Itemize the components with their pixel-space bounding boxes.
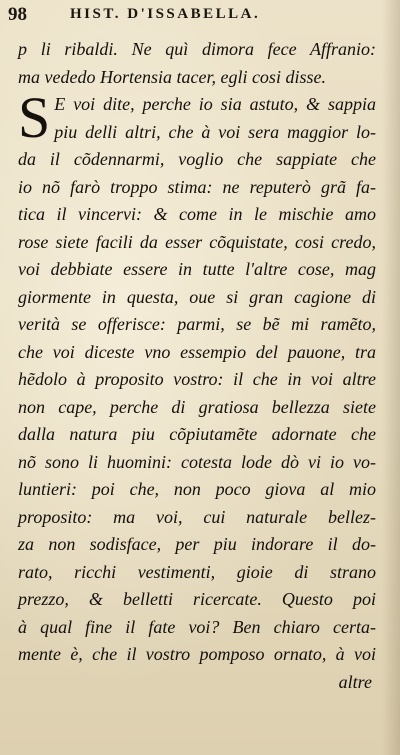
text-line: voi debbiate essere in tutte l'altre cose, mag xyxy=(18,259,376,279)
text-line: à qual fine il fate voi? Ben chiaro certa- xyxy=(18,616,376,637)
text-line: io nõ farò troppo stima: ne reputerò grã fa- xyxy=(18,176,376,197)
text-line: dalla natura piu cõpiutamẽte adornate che xyxy=(18,424,376,444)
text-line: da il cõdennarmi, voglio che sappiate che xyxy=(18,149,376,169)
text-line: verità se offerisce: parmi, se bẽ mi ramẽto, xyxy=(18,314,376,334)
text-line: nõ sono li huomini: cotesta lode dò vi io vo- xyxy=(18,451,376,472)
running-head: HIST. D'ISSABELLA. xyxy=(70,6,261,22)
text-line: mente è, che il vostro pomposo ornato, à voi xyxy=(18,644,376,664)
text-line: rato, ricchi vestimenti, gioie di strano xyxy=(18,561,376,582)
text-line: non cape, perche di gratiosa bellezza siete xyxy=(18,396,376,417)
text-line: hẽdolo à proposito vostro: il che in voi altre xyxy=(18,369,376,389)
text-line: piu delli altri, che à voi sera maggior lo- xyxy=(54,121,376,142)
drop-cap: S xyxy=(18,85,51,150)
text-line: proposito: ma voi, cui naturale bellez- xyxy=(18,506,376,527)
text-line: ma vededo Hortensia tacer, egli cosi disse. xyxy=(18,66,326,87)
catchword: altre xyxy=(338,671,372,692)
text-line: prezzo, & belletti ricercate. Questo poi xyxy=(18,589,376,609)
text-line: tica il vincervi: & come in le mischie amo xyxy=(18,204,376,224)
page-number: 98 xyxy=(8,4,27,25)
body-text xyxy=(18,36,376,696)
text-line: p li ribaldi. Ne quì dimora fece Affranio: xyxy=(18,39,376,59)
text-line: luntieri: poi che, non poco giova al mio xyxy=(18,479,376,499)
text-line: E voi dite, perche io sia astuto, & sappia xyxy=(54,94,376,114)
text-line: rose siete facili da esser cõquistate, cosi credo, xyxy=(18,231,376,252)
text-line: che voi diceste vno essempio del pauone, tra xyxy=(18,341,376,362)
page-header xyxy=(8,4,388,26)
text-line: giormente in questa, oue si gran cagione di xyxy=(18,286,376,307)
text-line: za non sodisface, per piu indorare il do- xyxy=(18,534,376,554)
